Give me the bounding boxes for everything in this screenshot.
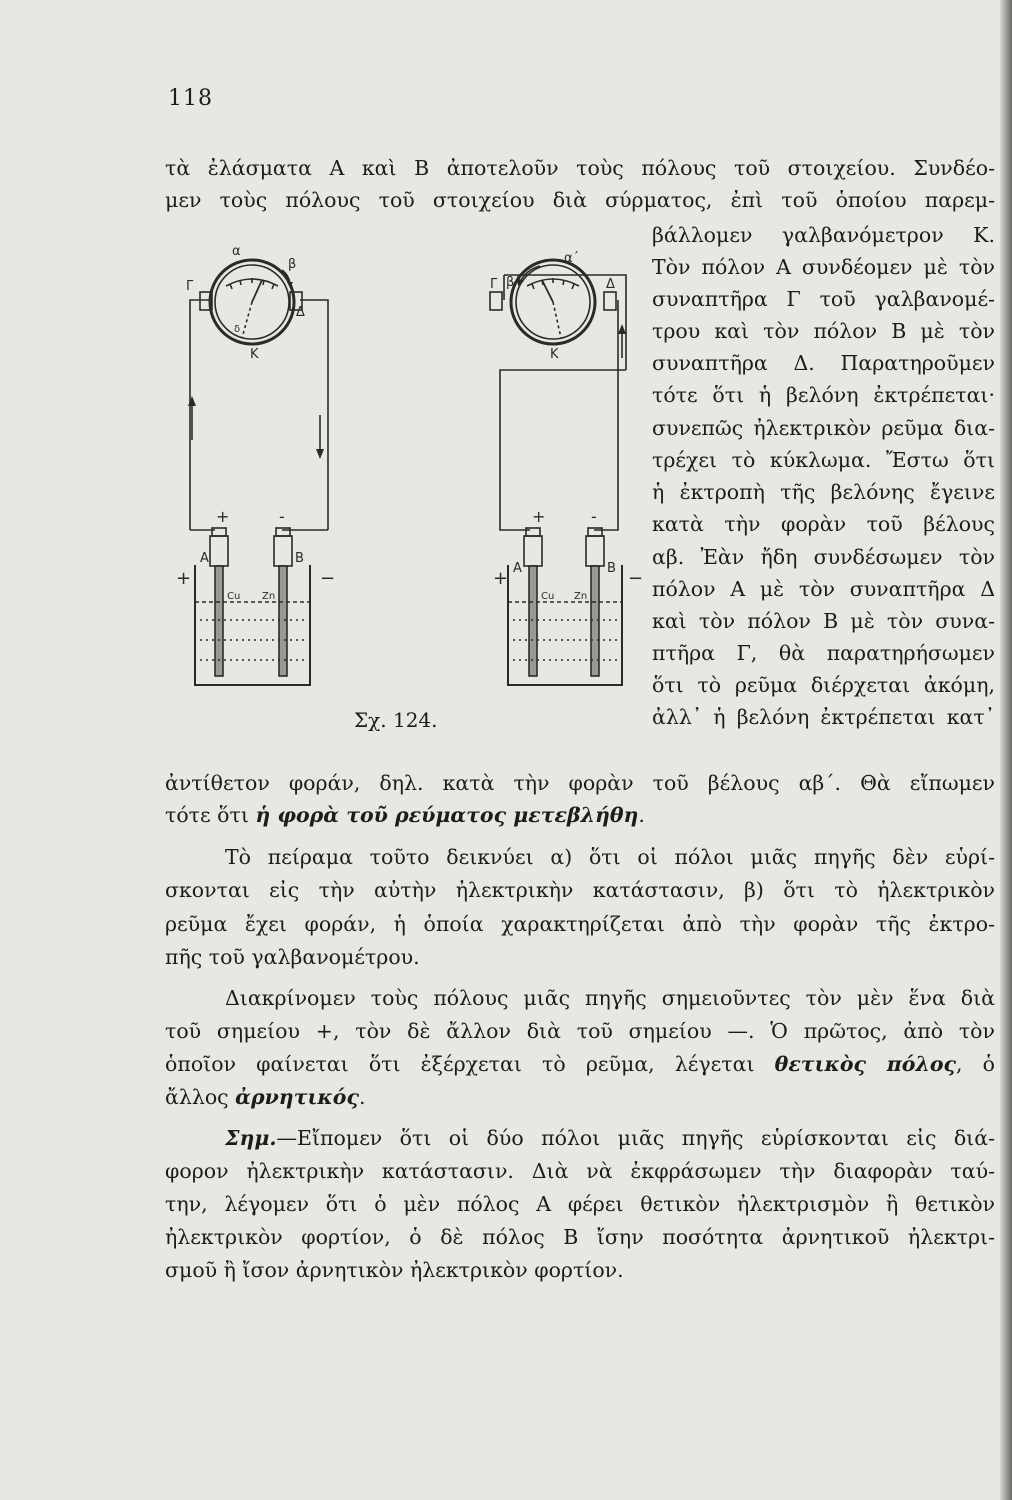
text-line: σμοῦ ἢ ἴσον ἀρνητικὸν ἠλεκτρικὸν φορτίον. <box>165 1260 624 1282</box>
page-number: 118 <box>168 86 213 111</box>
left-label-minus-side: − <box>320 568 336 589</box>
left-label-galvanometer: Κ <box>250 347 259 362</box>
text-line: σκονται εἰς τὴν αὐτὴν ἠλεκτρικὴν κατάστασιν, β) ὅτι τὸ ἠλεκτρικὸν <box>165 880 995 902</box>
left-label-electrode-a: Α <box>200 551 209 566</box>
text-span: , ὁ <box>956 1054 995 1076</box>
text-line <box>225 1128 995 1156</box>
left-label-delta-small: δ <box>234 324 241 335</box>
text-line: τρέχει τὸ κύκλωμα. Ἔστω ὅτι <box>652 450 995 472</box>
right-apparatus <box>490 260 626 685</box>
text-line: ἀλλ᾽ ἡ βελόνη ἐκτρέπεται κατ᾽ <box>652 707 995 729</box>
text-line: συναπτῆρα Δ. Παρατηροῦμεν <box>652 353 995 375</box>
text-span: τότε ὅτι <box>165 805 256 827</box>
text-line: ρεῦμα ἔχει φοράν, ἡ ὁποία χαρακτηρίζεται ἀπὸ τὴν φορὰν τῆς ἐκτρο- <box>165 914 995 936</box>
left-label-gamma: Γ <box>186 279 194 294</box>
text-line: ἀντίθετον φοράν, δηλ. κατὰ τὴν φορὰν τοῦ βέλους αβ΄. Θὰ εἴπωμεν <box>165 773 995 795</box>
text-line: Διακρίνομεν τοὺς πόλους μιᾶς πηγῆς σημειοῦντες τὸν μὲν ἕνα διὰ <box>225 988 995 1010</box>
text-span: . <box>638 805 645 827</box>
right-label-electrode-a: Α <box>513 561 522 576</box>
left-label-zn: Zn <box>262 591 276 602</box>
right-label-plus-top: + <box>532 507 546 526</box>
right-label-zn: Zn <box>574 591 588 602</box>
left-label-alpha: α <box>232 244 241 259</box>
text-line: ἡ ἐκτροπὴ τῆς βελόνης ἔγεινε <box>652 482 995 504</box>
text-line: ὅτι τὸ ρεῦμα διέρχεται ἀκόμη, <box>652 675 995 697</box>
text-line: συνεπῶς ἠλεκτρικὸν ρεῦμα δια- <box>652 418 995 440</box>
text-line <box>165 1054 995 1082</box>
left-label-plus-top: + <box>216 507 230 526</box>
text-line: Τὸ πείραμα τοῦτο δεικνύει α) ὅτι οἱ πόλοι μιᾶς πηγῆς δὲν εὑρί- <box>225 847 995 869</box>
text-line: μεν τοὺς πόλους τοῦ στοιχείου διὰ σύρματος, ἐπὶ τοῦ ὁποίου παρεμ- <box>165 190 995 212</box>
note-label: Σημ. <box>225 1128 277 1150</box>
right-label-electrode-b: Β <box>607 561 616 576</box>
text-span: —Εἴπομεν ὅτι οἱ δύο πόλοι μιᾶς πηγῆς εὑρίσκονται εἰς διά- <box>276 1128 995 1150</box>
text-line: πῆς τοῦ γαλβανομέτρου. <box>165 947 420 969</box>
text-line: καὶ τὸν πόλον Β μὲ τὸν συνα- <box>652 611 995 633</box>
text-line <box>165 805 995 833</box>
figure-124 <box>170 240 645 710</box>
text-line: Τὸν πόλον Α συνδέομεν μὲ τὸν <box>652 257 995 279</box>
right-label-beta: β΄ <box>506 275 521 290</box>
left-label-cu: Cu <box>227 591 241 602</box>
text-line: τότε ὅτι ἡ βελόνη ἐκτρέπεται· <box>652 385 995 407</box>
right-label-galvanometer: Κ <box>550 347 559 362</box>
figure-caption: Σχ. 124. <box>354 708 438 732</box>
right-label-minus-side: − <box>628 568 644 589</box>
left-apparatus <box>188 260 328 685</box>
left-label-delta: Δ <box>296 305 305 320</box>
left-label-minus-top: - <box>279 507 285 526</box>
text-line: πτῆρα Γ, θὰ παρατηρήσωμεν <box>652 643 995 665</box>
text-line: φορον ἠλεκτρικὴν κατάστασιν. Διὰ νὰ ἐκφράσωμεν τὴν διαφορὰν ταύ- <box>165 1161 995 1183</box>
text-line <box>165 1087 995 1115</box>
right-label-plus-side: + <box>493 568 509 589</box>
right-label-alpha: α΄ <box>564 251 580 266</box>
text-span: . <box>358 1087 366 1109</box>
text-line: πόλον Α μὲ τὸν συναπτῆρα Δ <box>652 579 995 601</box>
emphasis-negative: ἀρνητικός <box>235 1087 359 1109</box>
text-line: αβ. Ἐὰν ἤδη συνδέσωμεν τὸν <box>652 547 995 569</box>
text-line: κατὰ τὴν φορὰν τοῦ βέλους <box>652 514 995 536</box>
right-label-minus-top: - <box>591 507 597 526</box>
left-label-plus-side: + <box>176 568 192 589</box>
text-line: συναπτῆρα Γ τοῦ γαλβανομέ- <box>652 289 995 311</box>
text-span: ὁποῖον φαίνεται ὅτι ἐξέρχεται τὸ ρεῦμα, λέγεται <box>165 1054 775 1076</box>
emphasis-positive-pole: θετικὸς πόλος <box>774 1054 957 1076</box>
right-label-gamma: Γ <box>490 277 498 292</box>
text-span: ἄλλος <box>165 1087 236 1109</box>
page-edge-shadow <box>1000 0 1012 1500</box>
text-line: την, λέγομεν ὅτι ὁ μὲν πόλος Α φέρει θετικὸν ἠλεκτρισμὸν ἢ θετικὸν <box>165 1194 995 1216</box>
emphasis-current-direction: ἡ φορὰ τοῦ ρεύματος μετεβλήθη <box>255 805 639 827</box>
text-line: τοῦ σημείου +, τὸν δὲ ἄλλον διὰ τοῦ σημείου —. Ὁ πρῶτος, ἀπὸ τὸν <box>165 1021 995 1043</box>
text-line: ἠλεκτρικὸν φορτίον, ὁ δὲ πόλος Β ἴσην ποσότητα ἀρνητικοῦ ἠλεκτρι- <box>165 1227 995 1249</box>
text-line: τρου καὶ τὸν πόλον Β μὲ τὸν <box>652 321 995 343</box>
left-label-electrode-b: Β <box>295 551 304 566</box>
left-label-beta: β <box>288 257 297 272</box>
text-line: βάλλομεν γαλβανόμετρον Κ. <box>652 225 995 247</box>
right-label-cu: Cu <box>541 591 555 602</box>
right-label-delta: Δ <box>606 277 615 292</box>
text-line: τὰ ἐλάσματα Α καὶ Β ἀποτελοῦν τοὺς πόλους τοῦ στοιχείου. Συνδέο- <box>165 158 995 180</box>
